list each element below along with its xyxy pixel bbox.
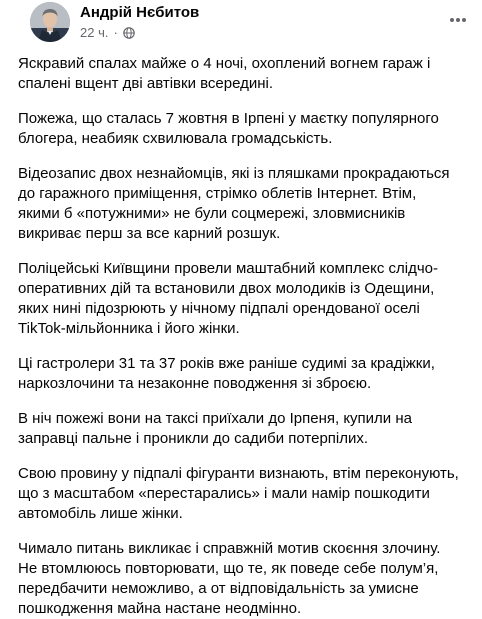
avatar-portrait-icon — [30, 2, 70, 42]
post-body — [18, 54, 482, 619]
post-paragraph-1: Яскравий спалах майже о 4 ночі, охоплений вогнем гараж і спалені вщент дві автівки всередині. — [18, 55, 431, 92]
post-paragraph-3: Відеозапис двох незнайомців, які із пляшками прокрадаються до гаражного приміщення, стрімко облетів Інтернет. Втім, якими б «потужними» не були соцмережі, зловмисників викриває перш за все карний розшук. — [18, 165, 450, 242]
post-paragraph-5: Ці гастролери 31 та 37 років вже раніше судимі за крадіжки, наркозлочини та незаконне поводження зі зброєю. — [18, 355, 435, 392]
avatar[interactable] — [30, 2, 70, 42]
post-timestamp[interactable]: 22 ч. — [80, 25, 109, 40]
post-paragraph-6: В ніч пожежі вони на таксі приїхали до Ірпеня, купили на заправці пальне і проникли до садиби потерпілих. — [18, 410, 412, 447]
more-options-button[interactable] — [448, 10, 468, 30]
more-horizontal-icon — [449, 17, 467, 23]
post-paragraph-4: Поліцейські Київщини провели маштабний комплекс слідчо-оперативних дій та встановили двох молодиків із Одещини, яких нині підозрюють у нічному підпалі орендованої оселі TikTok-мільйонника і його жінки. — [18, 260, 438, 337]
post-paragraph-7: Свою провину у підпалі фігуранти визнають, втім переконують, що з масштабом «перестарались» і мали намір пошкодити автомобіль лише жінки. — [18, 465, 459, 522]
post-paragraph-8: Чимало питань викликає і справжній мотив скоєння злочину. Не втомлююсь повторювати, що те, як поведе себе полум’я, передбачити неможливо, а от відповідальність за умисне пошкодження майна настане неодмінно. — [18, 540, 441, 617]
meta-separator: · — [113, 25, 118, 40]
post-meta — [80, 25, 135, 40]
globe-icon — [123, 27, 135, 39]
post-header — [18, 0, 482, 54]
post-paragraph-2: Пожежа, що сталась 7 жовтня в Ірпені у маєтку популярного блогера, неабияк схвилювала громадськість. — [18, 110, 439, 147]
author-name[interactable]: Андрій Нєбитов — [80, 4, 200, 21]
